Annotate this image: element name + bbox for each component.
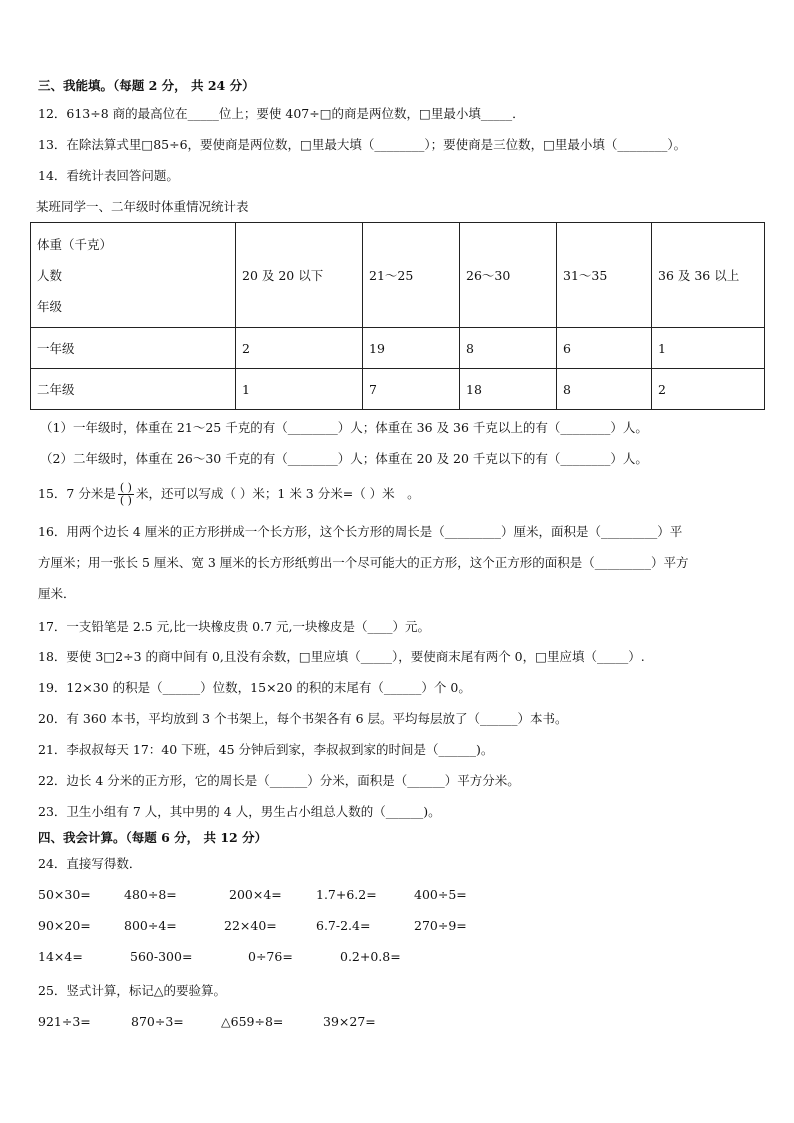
- question-14-part-1: （1）一年级时，体重在 21～25 千克的有（________）人；体重在 36 及 36 千克以上的有（________）人。: [40, 420, 648, 435]
- table-cell: 6: [557, 328, 652, 369]
- question-12: 12．613÷8 商的最高位在_____位上；要使 407÷□的商是两位数，□里最小填_____．: [38, 106, 525, 121]
- column-header: 31～35: [557, 223, 652, 328]
- vertical-calc-item: 921÷3=: [38, 1014, 91, 1029]
- question-20: 20．有 360 本书，平均放到 3 个书架上，每个书架各有 6 层。平均每层放了（______）本书。: [38, 711, 568, 726]
- calc-item: 400÷5=: [414, 887, 467, 902]
- question-16-line-3: 厘米．: [38, 586, 76, 601]
- question-17: 17．一支铅笔是 2.5 元,比一块橡皮贵 0.7 元,一块橡皮是（____）元。: [38, 619, 431, 634]
- calc-item: 6.7-2.4=: [316, 918, 371, 933]
- question-22: 22．边长 4 分米的正方形，它的周长是（______）分米，面积是（______）平方分米。: [38, 773, 520, 788]
- table-cell: 1: [236, 369, 363, 410]
- table-cell: 8: [557, 369, 652, 410]
- calc-item: 0.2+0.8=: [340, 949, 401, 964]
- question-19: 19．12×30 的积是（______）位数，15×20 的积的末尾有（______）个 0。: [38, 680, 471, 695]
- calc-item: 50×30=: [38, 887, 91, 902]
- column-header: 20 及 20 以下: [236, 223, 363, 328]
- table-cell: 2: [652, 369, 765, 410]
- column-header: 36 及 36 以上: [652, 223, 765, 328]
- calc-item: 480÷8=: [124, 887, 177, 902]
- header-weight-label: 体重（千克）: [37, 236, 113, 252]
- question-15: [38, 480, 420, 508]
- column-header: 21～25: [363, 223, 460, 328]
- calc-item: 90×20=: [38, 918, 91, 933]
- section-4-title: 四、我会计算。（每题 6 分， 共 12 分）: [38, 830, 268, 845]
- calc-item: 200×4=: [229, 887, 282, 902]
- fraction-numerator: ( ): [119, 481, 132, 494]
- fraction-denominator: ( ): [119, 494, 132, 507]
- row-label: 一年级: [31, 328, 236, 369]
- table-row: [31, 328, 765, 369]
- table-cell: 7: [363, 369, 460, 410]
- question-13: 13．在除法算式里□85÷6，要使商是两位数，□里最大填（________）；要使商是三位数，□里最小填（________）。: [38, 137, 687, 152]
- question-24: 24．直接写得数．: [38, 856, 142, 871]
- calc-item: 22×40=: [224, 918, 277, 933]
- table-cell: 19: [363, 328, 460, 369]
- table-cell: 1: [652, 328, 765, 369]
- question-16-line-1: 16．用两个边长 4 厘米的正方形拼成一个长方形，这个长方形的周长是（_________）厘米，面积是（_________）平: [38, 524, 683, 539]
- question-14-part-2: （2）二年级时，体重在 26～30 千克的有（________）人；体重在 20 及 20 千克以下的有（________）人。: [40, 451, 648, 466]
- table-cell: 2: [236, 328, 363, 369]
- weight-stats-table: [30, 222, 765, 410]
- question-25: 25．竖式计算，标记△的要验算。: [38, 983, 227, 998]
- question-15-rest: 米，还可以写成（ ）米；1 米 3 分米=（ ）米 。: [135, 486, 420, 501]
- question-21: 21．李叔叔每天 17：40 下班，45 分钟后到家，李叔叔到家的时间是（______)。: [38, 742, 494, 757]
- column-header: 26～30: [460, 223, 557, 328]
- table-title: 某班同学一、二年级时体重情况统计表: [36, 199, 249, 214]
- table-corner-header: [31, 223, 236, 328]
- question-23: 23．卫生小组有 7 人，其中男的 4 人，男生占小组总人数的（______)。: [38, 804, 441, 819]
- question-15-lead: 15．7 分米是: [38, 486, 116, 501]
- fraction-blank: [118, 482, 134, 507]
- question-18: 18．要使 3□2÷3 的商中间有 0,且没有余数，□里应填（_____），要使商末尾有两个 0，□里应填（_____）.: [38, 649, 645, 664]
- table-cell: 8: [460, 328, 557, 369]
- question-14: 14．看统计表回答问题。: [38, 168, 179, 183]
- table-header-row: [31, 223, 765, 328]
- question-16-line-2: 方厘米；用一张长 5 厘米、宽 3 厘米的长方形纸剪出一个尽可能大的正方形，这个正方形的面积是（_________）平方: [38, 555, 689, 570]
- calc-item: 1.7+6.2=: [316, 887, 377, 902]
- vertical-calc-item: 870÷3=: [131, 1014, 184, 1029]
- table-row: [31, 369, 765, 410]
- vertical-calc-item: △659÷8=: [221, 1014, 284, 1029]
- calc-item: 560-300=: [130, 949, 193, 964]
- header-grade-label: 年级: [37, 298, 63, 314]
- row-label: 二年级: [31, 369, 236, 410]
- calc-item: 800÷4=: [124, 918, 177, 933]
- vertical-calc-item: 39×27=: [323, 1014, 376, 1029]
- table-cell: 18: [460, 369, 557, 410]
- calc-item: 270÷9=: [414, 918, 467, 933]
- header-count-label: 人数: [37, 267, 63, 283]
- section-3-title: 三、我能填。（每题 2 分， 共 24 分）: [38, 78, 255, 93]
- calc-item: 14×4=: [38, 949, 83, 964]
- calc-item: 0÷76=: [248, 949, 293, 964]
